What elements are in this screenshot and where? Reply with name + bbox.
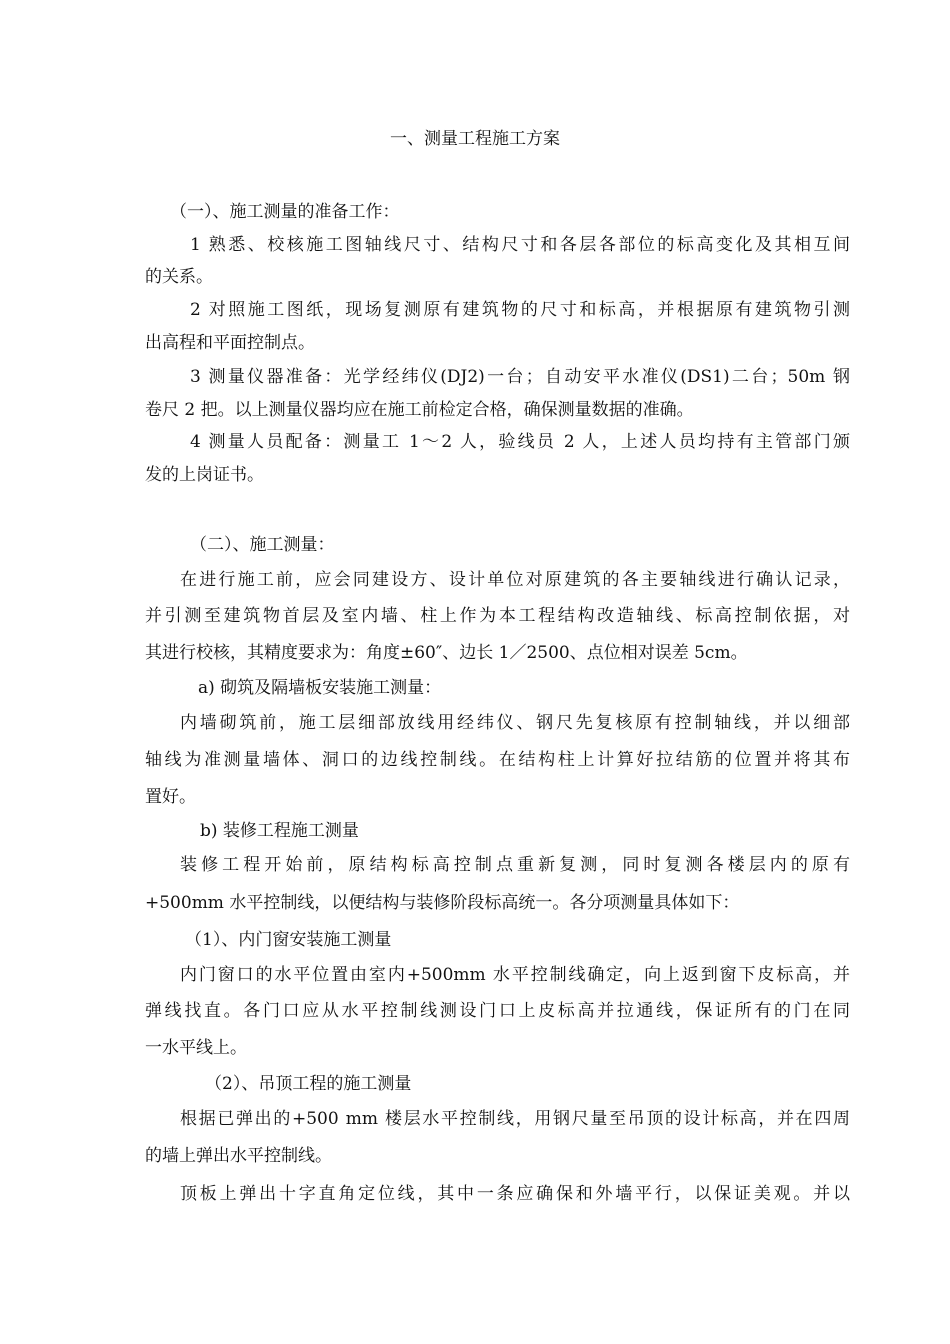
paragraph-4-line-2: 发的上岗证书。 [145,465,264,485]
paragraph-6-line-1: 内墙砌筑前，施工层细部放线用经纬仪、钢尺先复核原有控制轴线，并以细部 [180,713,850,733]
paragraph-2-line-2: 出高程和平面控制点。 [145,333,315,353]
paragraph-8-line-2: 弹线找直。各门口应从水平控制线测设门口上皮标高并拉通线，保证所有的门在同 [145,1001,850,1021]
paragraph-5-line-3: 其进行校核，其精度要求为：角度±60″、边长 1／2500、点位相对误差 5cm。 [145,643,748,663]
paragraph-8-line-3: 一水平线上。 [145,1038,247,1058]
subsection-heading-b: b) 装修工程施工测量 [200,821,359,841]
paragraph-1-line-1: 1 熟悉、校核施工图轴线尺寸、结构尺寸和各层各部位的标高变化及其相互间 [190,235,850,255]
subsection-heading-a: a) 砌筑及隔墙板安装施工测量： [198,678,442,698]
paragraph-1-line-2: 的关系。 [145,267,213,287]
paragraph-10-line-1: 顶板上弹出十字直角定位线，其中一条应确保和外墙平行，以保证美观。并以 [180,1184,850,1204]
paragraph-9-line-2: 的墙上弹出水平控制线。 [145,1146,332,1166]
section-heading-survey: （二）、施工测量： [190,535,335,555]
paragraph-8-line-1: 内门窗口的水平位置由室内+500mm 水平控制线确定，向上返到窗下皮标高，并 [180,965,850,985]
paragraph-3-line-1: 3 测量仪器准备：光学经纬仪(DJ2)一台；自动安平水准仪(DS1)二台；50m 钢 [190,367,850,387]
paragraph-9-line-1: 根据已弹出的+500 mm 楼层水平控制线，用钢尺量至吊顶的设计标高，并在四周 [180,1109,850,1129]
sub-subsection-heading-1: （1）、内门窗安装施工测量 [185,930,392,950]
section-heading-preparation: （一）、施工测量的准备工作： [170,202,400,222]
paragraph-6-line-2: 轴线为准测量墙体、洞口的边线控制线。在结构柱上计算好拉结筋的位置并将其布 [145,750,850,770]
paragraph-7-line-1: 装修工程开始前，原结构标高控制点重新复测，同时复测各楼层内的原有 [180,855,850,875]
page-title: 一、测量工程施工方案 [390,129,560,149]
paragraph-7-line-2: +500mm 水平控制线，以便结构与装修阶段标高统一。各分项测量具体如下： [145,893,740,913]
paragraph-4-line-1: 4 测量人员配备：测量工 1～2 人，验线员 2 人，上述人员均持有主管部门颁 [190,432,850,452]
paragraph-3-line-2: 卷尺 2 把。以上测量仪器均应在施工前检定合格，确保测量数据的准确。 [145,400,694,420]
paragraph-2-line-1: 2 对照施工图纸，现场复测原有建筑物的尺寸和标高，并根据原有建筑物引测 [190,300,850,320]
paragraph-5-line-2: 并引测至建筑物首层及室内墙、柱上作为本工程结构改造轴线、标高控制依据，对 [145,606,850,626]
paragraph-5-line-1: 在进行施工前，应会同建设方、设计单位对原建筑的各主要轴线进行确认记录， [180,570,850,590]
sub-subsection-heading-2: （2）、吊顶工程的施工测量 [205,1074,412,1094]
paragraph-6-line-3: 置好。 [145,787,196,807]
